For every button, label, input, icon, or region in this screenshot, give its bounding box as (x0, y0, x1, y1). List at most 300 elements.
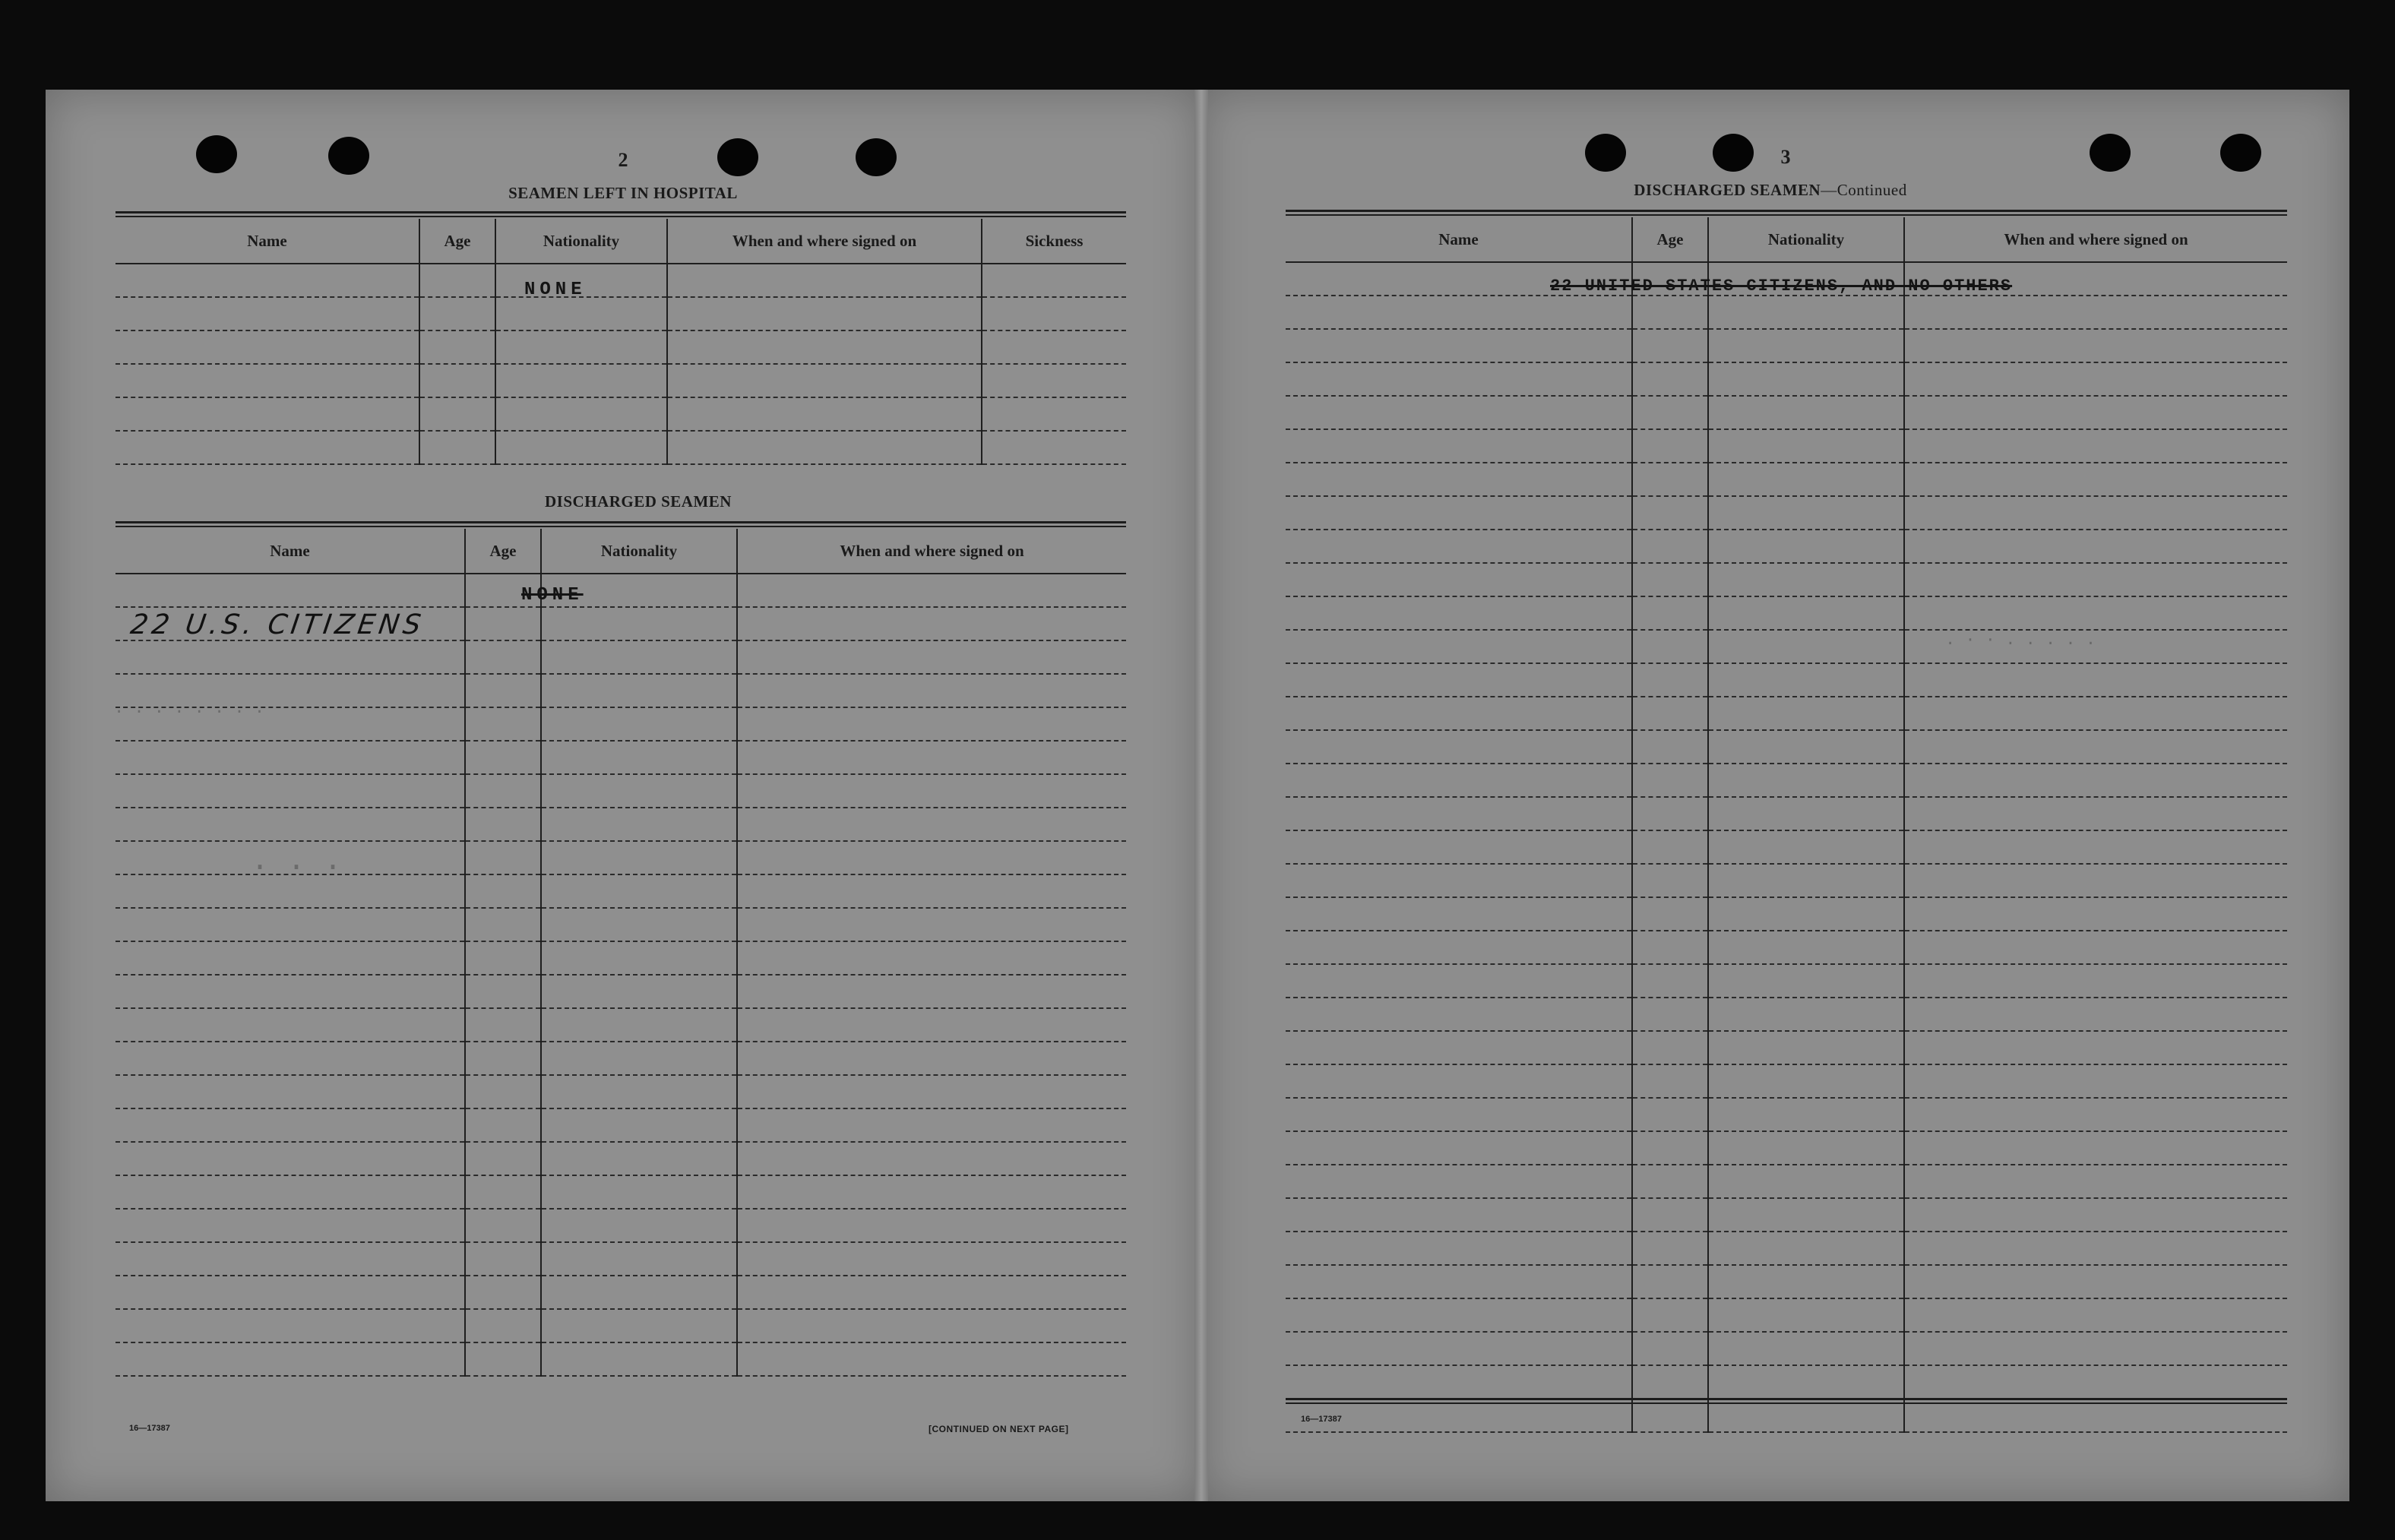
discharged-table-cell (737, 574, 1126, 607)
discharged-table-cell (541, 808, 737, 841)
continued-table-cell (1286, 897, 1632, 931)
continued-table-cell (1708, 1098, 1904, 1131)
punch-hole (2220, 134, 2261, 172)
discharged-table-row (115, 741, 1126, 774)
continued-table-cell (1708, 1265, 1904, 1298)
continued-table-row (1286, 797, 2287, 830)
page-number: 3 (1780, 146, 1791, 168)
discharged-table-cell (541, 640, 737, 674)
continued-table-cell (1286, 362, 1632, 396)
discharged-table-cell (737, 874, 1126, 908)
continued-table-cell (1286, 1332, 1632, 1365)
discharged-table (115, 529, 1126, 1377)
continued-table-cell (1904, 663, 2287, 697)
continued-table-cell (1632, 1265, 1708, 1298)
continued-table-cell (1286, 764, 1632, 797)
discharged-table-row (115, 941, 1126, 975)
continued-table-cell (1904, 931, 2287, 964)
discharged-table-cell (465, 975, 541, 1008)
discharged-table-cell (737, 674, 1126, 707)
continued-table-cell (1904, 830, 2287, 864)
discharged-table-cell (115, 1342, 465, 1376)
continued-table-cell (1286, 429, 1632, 463)
discharged-table-cell (541, 1108, 737, 1142)
discharged-table-cell (737, 1276, 1126, 1309)
continued-table-cell (1904, 1098, 2287, 1131)
column-header-nationality: Nationality (1708, 217, 1904, 262)
continued-table-cell (1708, 1198, 1904, 1232)
discharged-table-cell (541, 941, 737, 975)
bottom-rule (1286, 1398, 2287, 1404)
page-fold (1194, 90, 1208, 1501)
continued-table-row (1286, 296, 2287, 329)
discharged-table-cell (115, 841, 465, 874)
discharged-table-cell (465, 808, 541, 841)
hospital-table-row (115, 330, 1126, 364)
discharged-table-row (115, 808, 1126, 841)
continued-table-cell (1286, 964, 1632, 998)
none-stamp-struck: NONE (521, 585, 584, 606)
continued-table-cell (1286, 463, 1632, 496)
hospital-table-cell (115, 330, 419, 364)
column-header-nationality: Nationality (541, 529, 737, 574)
hospital-table-cell (667, 297, 982, 330)
hospital-table-cell (495, 330, 667, 364)
discharged-table-cell (465, 674, 541, 707)
continued-table-cell (1632, 1165, 1708, 1198)
discharged-table-cell (541, 741, 737, 774)
discharged-table-cell (541, 1075, 737, 1108)
continued-table-row (1286, 1365, 2287, 1399)
continued-table-cell (1708, 530, 1904, 563)
discharged-table-cell (115, 975, 465, 1008)
discharged-table-row (115, 841, 1126, 874)
continued-table-cell (1904, 496, 2287, 530)
section-rule (115, 211, 1126, 217)
page-number: 2 (618, 149, 628, 171)
discharged-table-cell (115, 1108, 465, 1142)
continued-table-cell (1632, 630, 1708, 663)
discharged-table-cell (541, 1042, 737, 1075)
discharged-table-cell (465, 640, 541, 674)
continued-table-cell (1632, 1298, 1708, 1332)
continued-table-cell (1286, 1232, 1632, 1265)
discharged-table-cell (737, 1242, 1126, 1276)
continued-table-row (1286, 1031, 2287, 1064)
hospital-table (115, 219, 1126, 465)
discharged-table-cell (115, 741, 465, 774)
discharged-table-cell (115, 1008, 465, 1042)
discharged-table-cell (737, 1075, 1126, 1108)
hospital-table-cell (667, 330, 982, 364)
discharged-table-cell (541, 607, 737, 640)
continued-table-row (1286, 429, 2287, 463)
discharged-table-row (115, 1108, 1126, 1142)
discharged-table-cell (541, 841, 737, 874)
hospital-table-cell (495, 431, 667, 464)
continued-table-row (1286, 1098, 2287, 1131)
continued-table-row (1286, 663, 2287, 697)
continued-table-cell (1632, 1031, 1708, 1064)
hospital-table-cell (419, 264, 495, 297)
punch-hole (717, 138, 758, 176)
hospital-table-cell (982, 431, 1126, 464)
hospital-table-cell (667, 397, 982, 431)
discharged-table-cell (541, 1175, 737, 1209)
continued-table-cell (1904, 596, 2287, 630)
continued-table-cell (1632, 530, 1708, 563)
discharged-table-row (115, 1175, 1126, 1209)
discharged-table-cell (737, 1142, 1126, 1175)
continued-table-cell (1632, 329, 1708, 362)
discharged-table-cell (465, 874, 541, 908)
continued-table-cell (1904, 396, 2287, 429)
continued-table-cell (1632, 697, 1708, 730)
discharged-table-row (115, 774, 1126, 808)
hospital-table-cell (495, 397, 667, 431)
continued-table-cell (1632, 797, 1708, 830)
discharged-continued-table (1286, 217, 2287, 1433)
discharged-table-cell (541, 908, 737, 941)
discharged-table-cell (737, 808, 1126, 841)
hospital-table-cell (495, 297, 667, 330)
continued-table-cell (1904, 1165, 2287, 1198)
continued-table-cell (1286, 329, 1632, 362)
continued-table-cell (1632, 931, 1708, 964)
continued-table-cell (1708, 1165, 1904, 1198)
column-header-sickness: Sickness (982, 219, 1126, 264)
continued-table-cell (1632, 496, 1708, 530)
continued-table-row (1286, 964, 2287, 998)
discharged-table-cell (115, 1042, 465, 1075)
continued-table-cell (1632, 1098, 1708, 1131)
table-header-row (115, 529, 1126, 574)
discharged-table-cell (465, 1042, 541, 1075)
hospital-table-row (115, 264, 1126, 297)
hospital-table-cell (667, 431, 982, 464)
form-number: 16—17387 (129, 1424, 170, 1433)
continued-table-cell (1286, 730, 1632, 764)
discharged-table-cell (465, 1276, 541, 1309)
continued-table-cell (1708, 1031, 1904, 1064)
discharged-table-cell (465, 1108, 541, 1142)
continued-table-cell (1632, 897, 1708, 931)
discharged-table-cell (541, 874, 737, 908)
discharged-table-cell (737, 975, 1126, 1008)
continued-table-cell (1904, 630, 2287, 663)
discharged-table-cell (115, 674, 465, 707)
section-title-discharged-continued (1542, 181, 1998, 200)
continued-table-cell (1708, 663, 1904, 697)
discharged-table-cell (737, 1008, 1126, 1042)
continued-table-cell (1904, 362, 2287, 396)
hospital-table-cell (115, 397, 419, 431)
continued-table-cell (1286, 596, 1632, 630)
hospital-table-cell (982, 264, 1126, 297)
discharged-table-row (115, 908, 1126, 941)
continued-table-cell (1904, 1131, 2287, 1165)
continued-table-cell (1708, 897, 1904, 931)
continued-table-cell (1286, 830, 1632, 864)
discharged-table-cell (115, 1209, 465, 1242)
hospital-table-cell (115, 297, 419, 330)
discharged-table-cell (115, 908, 465, 941)
section-title-suffix: —Continued (1821, 181, 1907, 199)
continued-table-cell (1286, 797, 1632, 830)
continued-table-cell (1904, 797, 2287, 830)
discharged-table-row (115, 975, 1126, 1008)
continued-table-cell (1708, 998, 1904, 1031)
hospital-table-cell (982, 364, 1126, 397)
column-header-name: Name (115, 529, 465, 574)
continued-table-cell (1708, 964, 1904, 998)
continued-table-cell (1708, 496, 1904, 530)
continued-table-cell (1632, 730, 1708, 764)
continued-table-cell (1286, 1031, 1632, 1064)
discharged-table-cell (737, 640, 1126, 674)
punch-hole (856, 138, 897, 176)
continued-table-row (1286, 697, 2287, 730)
continued-table-cell (1904, 296, 2287, 329)
continued-table-row (1286, 396, 2287, 429)
discharged-table-cell (115, 1242, 465, 1276)
continued-table-cell (1632, 1232, 1708, 1265)
discharged-table-cell (115, 808, 465, 841)
continued-table-cell (1286, 396, 1632, 429)
continued-table-row (1286, 730, 2287, 764)
column-header-signed-on: When and where signed on (667, 219, 982, 264)
punch-hole (196, 135, 237, 173)
continued-table-cell (1708, 1131, 1904, 1165)
continued-table-cell (1286, 1365, 1632, 1399)
continued-table-cell (1286, 663, 1632, 697)
discharged-table-row (115, 1075, 1126, 1108)
discharged-table-cell (541, 1342, 737, 1376)
discharged-table-row (115, 1309, 1126, 1342)
hospital-table-cell (419, 397, 495, 431)
continued-table-cell (1286, 931, 1632, 964)
continued-table-cell (1286, 296, 1632, 329)
discharged-table-cell (737, 707, 1126, 741)
discharged-table-cell (541, 674, 737, 707)
section-title-text: DISCHARGED SEAMEN (1634, 181, 1821, 199)
continued-table-cell (1286, 563, 1632, 596)
continued-table-row (1286, 764, 2287, 797)
punch-hole (2090, 134, 2131, 172)
continued-table-cell (1632, 429, 1708, 463)
discharged-table-cell (541, 1242, 737, 1276)
discharged-table-cell (115, 1142, 465, 1175)
discharged-table-cell (541, 707, 737, 741)
continued-table-cell (1708, 463, 1904, 496)
hospital-table-cell (982, 330, 1126, 364)
continued-table-row (1286, 630, 2287, 663)
discharged-table-cell (115, 1309, 465, 1342)
discharged-table-cell (541, 1209, 737, 1242)
discharged-table-cell (115, 640, 465, 674)
continued-table-cell (1632, 563, 1708, 596)
discharged-table-row (115, 1209, 1126, 1242)
continued-table-row (1286, 998, 2287, 1031)
discharged-table-row (115, 707, 1126, 741)
continued-table-row (1286, 530, 2287, 563)
continued-table-cell (1286, 630, 1632, 663)
discharged-table-cell (115, 1075, 465, 1108)
continued-table-cell (1904, 1298, 2287, 1332)
continued-table-cell (1904, 1265, 2287, 1298)
continued-table-cell (1904, 1064, 2287, 1098)
discharged-table-cell (541, 1276, 737, 1309)
discharged-table-cell (465, 1142, 541, 1175)
none-stamp: NONE (524, 280, 587, 300)
discharged-table-row (115, 1142, 1126, 1175)
continued-table-row (1286, 563, 2287, 596)
hospital-table-cell (495, 364, 667, 397)
discharged-table-cell (737, 1342, 1126, 1376)
continued-table-cell (1904, 429, 2287, 463)
continued-table-cell (1708, 697, 1904, 730)
continued-table-cell (1708, 329, 1904, 362)
continued-table-cell (1708, 730, 1904, 764)
continued-table-cell (1632, 1198, 1708, 1232)
continued-table-cell (1708, 830, 1904, 864)
continued-table-cell (1632, 362, 1708, 396)
continued-table-cell (1632, 463, 1708, 496)
continued-table-cell (1632, 396, 1708, 429)
discharged-table-cell (465, 1242, 541, 1276)
discharged-table-cell (737, 1042, 1126, 1075)
discharged-table-cell (465, 774, 541, 808)
bleed-through-texture: . . . . . . . . (114, 699, 265, 718)
discharged-table-row (115, 1242, 1126, 1276)
continued-table-cell (1286, 864, 1632, 897)
discharged-table-cell (465, 607, 541, 640)
continued-table-cell (1286, 1265, 1632, 1298)
discharged-table-cell (737, 908, 1126, 941)
continued-note: [CONTINUED ON NEXT PAGE] (929, 1424, 1069, 1434)
continued-table-cell (1904, 1198, 2287, 1232)
discharged-table-cell (115, 874, 465, 908)
continued-table-cell (1632, 596, 1708, 630)
discharged-table-cell (737, 741, 1126, 774)
hospital-table-cell (419, 297, 495, 330)
hospital-table-cell (115, 431, 419, 464)
discharged-table-cell (737, 607, 1126, 640)
continued-table-row (1286, 362, 2287, 396)
continued-table-cell (1708, 396, 1904, 429)
bleed-through-texture: . · · . . . . . (1945, 631, 2096, 650)
discharged-table-cell (115, 574, 465, 607)
hospital-table-row (115, 364, 1126, 397)
discharged-table-cell (737, 1108, 1126, 1142)
continued-table-cell (1904, 730, 2287, 764)
discharged-table-row (115, 574, 1126, 607)
discharged-table-cell (737, 1209, 1126, 1242)
continued-table-cell (1632, 764, 1708, 797)
discharged-table-cell (465, 1075, 541, 1108)
discharged-table-cell (465, 1008, 541, 1042)
continued-table-row (1286, 864, 2287, 897)
discharged-table-cell (737, 1175, 1126, 1209)
continued-table-cell (1708, 630, 1904, 663)
hospital-table-cell (982, 297, 1126, 330)
discharged-table-row (115, 640, 1126, 674)
hospital-table-row (115, 397, 1126, 431)
discharged-table-cell (737, 774, 1126, 808)
discharged-table-cell (115, 774, 465, 808)
continued-table-row (1286, 1198, 2287, 1232)
hospital-table-cell (419, 330, 495, 364)
continued-table-cell (1708, 362, 1904, 396)
section-title-discharged: DISCHARGED SEAMEN (545, 492, 732, 511)
discharged-table-cell (465, 707, 541, 741)
continued-table-row (1286, 1265, 2287, 1298)
continued-table-cell (1632, 998, 1708, 1031)
hospital-table-row (115, 297, 1126, 330)
column-header-nationality: Nationality (495, 219, 667, 264)
continued-table-row (1286, 931, 2287, 964)
discharged-table-cell (541, 774, 737, 808)
continued-table-cell (1286, 1064, 1632, 1098)
continued-table-cell (1632, 1064, 1708, 1098)
hospital-table-cell (667, 264, 982, 297)
discharged-table-cell (465, 908, 541, 941)
column-header-name: Name (115, 219, 419, 264)
section-rule (115, 521, 1126, 527)
continued-table-row (1286, 1298, 2287, 1332)
column-header-age: Age (419, 219, 495, 264)
handwritten-note: 22 U.S. CITIZENS (128, 609, 427, 640)
continued-table-cell (1708, 931, 1904, 964)
continued-table-cell (1904, 329, 2287, 362)
discharged-table-cell (541, 975, 737, 1008)
continued-table-row (1286, 1332, 2287, 1365)
hospital-table-cell (982, 397, 1126, 431)
continued-table-cell (1286, 998, 1632, 1031)
hospital-table-cell (115, 364, 419, 397)
continued-table-cell (1904, 964, 2287, 998)
continued-table-cell (1632, 964, 1708, 998)
column-header-signed-on: When and where signed on (1904, 217, 2287, 262)
column-header-name: Name (1286, 217, 1632, 262)
continued-table-row (1286, 463, 2287, 496)
discharged-table-cell (541, 1309, 737, 1342)
form-number: 16—17387 (1301, 1415, 1342, 1424)
continued-table-cell (1632, 864, 1708, 897)
discharged-table-cell (737, 841, 1126, 874)
continued-table-cell (1286, 1298, 1632, 1332)
column-header-signed-on: When and where signed on (737, 529, 1126, 574)
continued-table-cell (1904, 530, 2287, 563)
continued-table-cell (1632, 1365, 1708, 1399)
continued-table-cell (1708, 1332, 1904, 1365)
discharged-table-cell (465, 1175, 541, 1209)
continued-table-cell (1904, 998, 2287, 1031)
continued-table-cell (1708, 1232, 1904, 1265)
discharged-table-cell (115, 1276, 465, 1309)
discharged-table-cell (541, 1008, 737, 1042)
continued-table-cell (1904, 1365, 2287, 1399)
section-rule (1286, 210, 2287, 216)
discharged-table-cell (115, 941, 465, 975)
discharged-table-cell (465, 1209, 541, 1242)
continued-table-cell (1286, 697, 1632, 730)
continued-table-cell (1708, 296, 1904, 329)
section-title-hospital: SEAMEN LEFT IN HOSPITAL (508, 184, 738, 202)
column-header-age: Age (465, 529, 541, 574)
continued-table-cell (1708, 1064, 1904, 1098)
hospital-table-row (115, 431, 1126, 464)
